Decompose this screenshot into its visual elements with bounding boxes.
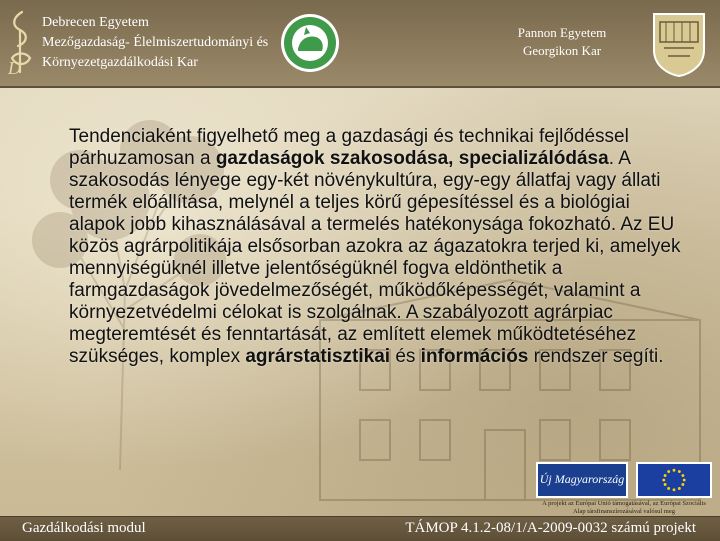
- left-institution-name: [42, 13, 268, 73]
- svg-text:D: D: [8, 58, 21, 78]
- footer-band: [0, 516, 720, 541]
- body-text-4: rendszer segíti.: [528, 346, 664, 367]
- body-bold-information: információs: [420, 346, 529, 367]
- footer-project-id: TÁMOP 4.1.2-08/1/A-2009-0032 számú projekt: [405, 520, 696, 536]
- body-bold-specialization: gazdaságok szakosodása, specializálódása: [215, 148, 609, 169]
- eu-flag-icon: [636, 462, 712, 498]
- body-text-2: . A szakosodás lényege egy-két növénykultúra, egy-egy állatfaj vagy állati termék előállítása, melynél a teljes körű gépesítéssel és a biológiai alapok jobb kihasználásával a termelés hatékonysága fokozható. Az EU közös agrárpolitikája elsősorban azokra az ágazatokra terjed ki, amelyek mennyiségüknél illetve jelentőségüknél fogva eldönthetik a farmgazdaságok jövedelmezőségét, működőképességét, valamint a környezetvédelmi célokat is szolgálnak. A szabályozott agrárpiac megteremtését és fenntartását, az említett elemek működtetéséhez szükséges, komplex: [69, 148, 681, 367]
- right-institution-line-1: Pannon Egyetem: [517, 25, 607, 40]
- uj-magyarorszag-logo: Új Magyarország: [536, 462, 628, 498]
- eu-funding-note: A projekt az Európai Unió támogatásával, az Európai Szociális Alap társfinanszírozásával valósul meg: [542, 500, 706, 515]
- georgikon-crest-icon: [650, 10, 708, 78]
- faculty-emblem-icon: [280, 13, 340, 73]
- body-bold-agrostat: agrárstatisztikai: [245, 346, 391, 367]
- left-institution-line-2: Mezőgazdaság- Élelmiszertudományi és: [42, 35, 269, 50]
- right-institution-name: [512, 24, 612, 60]
- left-institution-line-3: Környezetgazdálkodási Kar: [42, 55, 198, 70]
- footer-module-name: Gazdálkodási modul: [22, 520, 146, 536]
- header-band: [0, 0, 720, 88]
- right-institution-line-2: Georgikon Kar: [522, 43, 602, 58]
- body-text-1: Tendenciaként figyelhető meg a gazdasági és technikai fejlődéssel párhuzamosan a: [69, 126, 629, 169]
- eu-funding-logos: [536, 462, 712, 516]
- debrecen-logo-icon: [6, 8, 36, 78]
- left-institution-line-1: Debrecen Egyetem: [42, 15, 149, 30]
- body-paragraph: [69, 126, 689, 368]
- body-text-3: és: [390, 346, 421, 367]
